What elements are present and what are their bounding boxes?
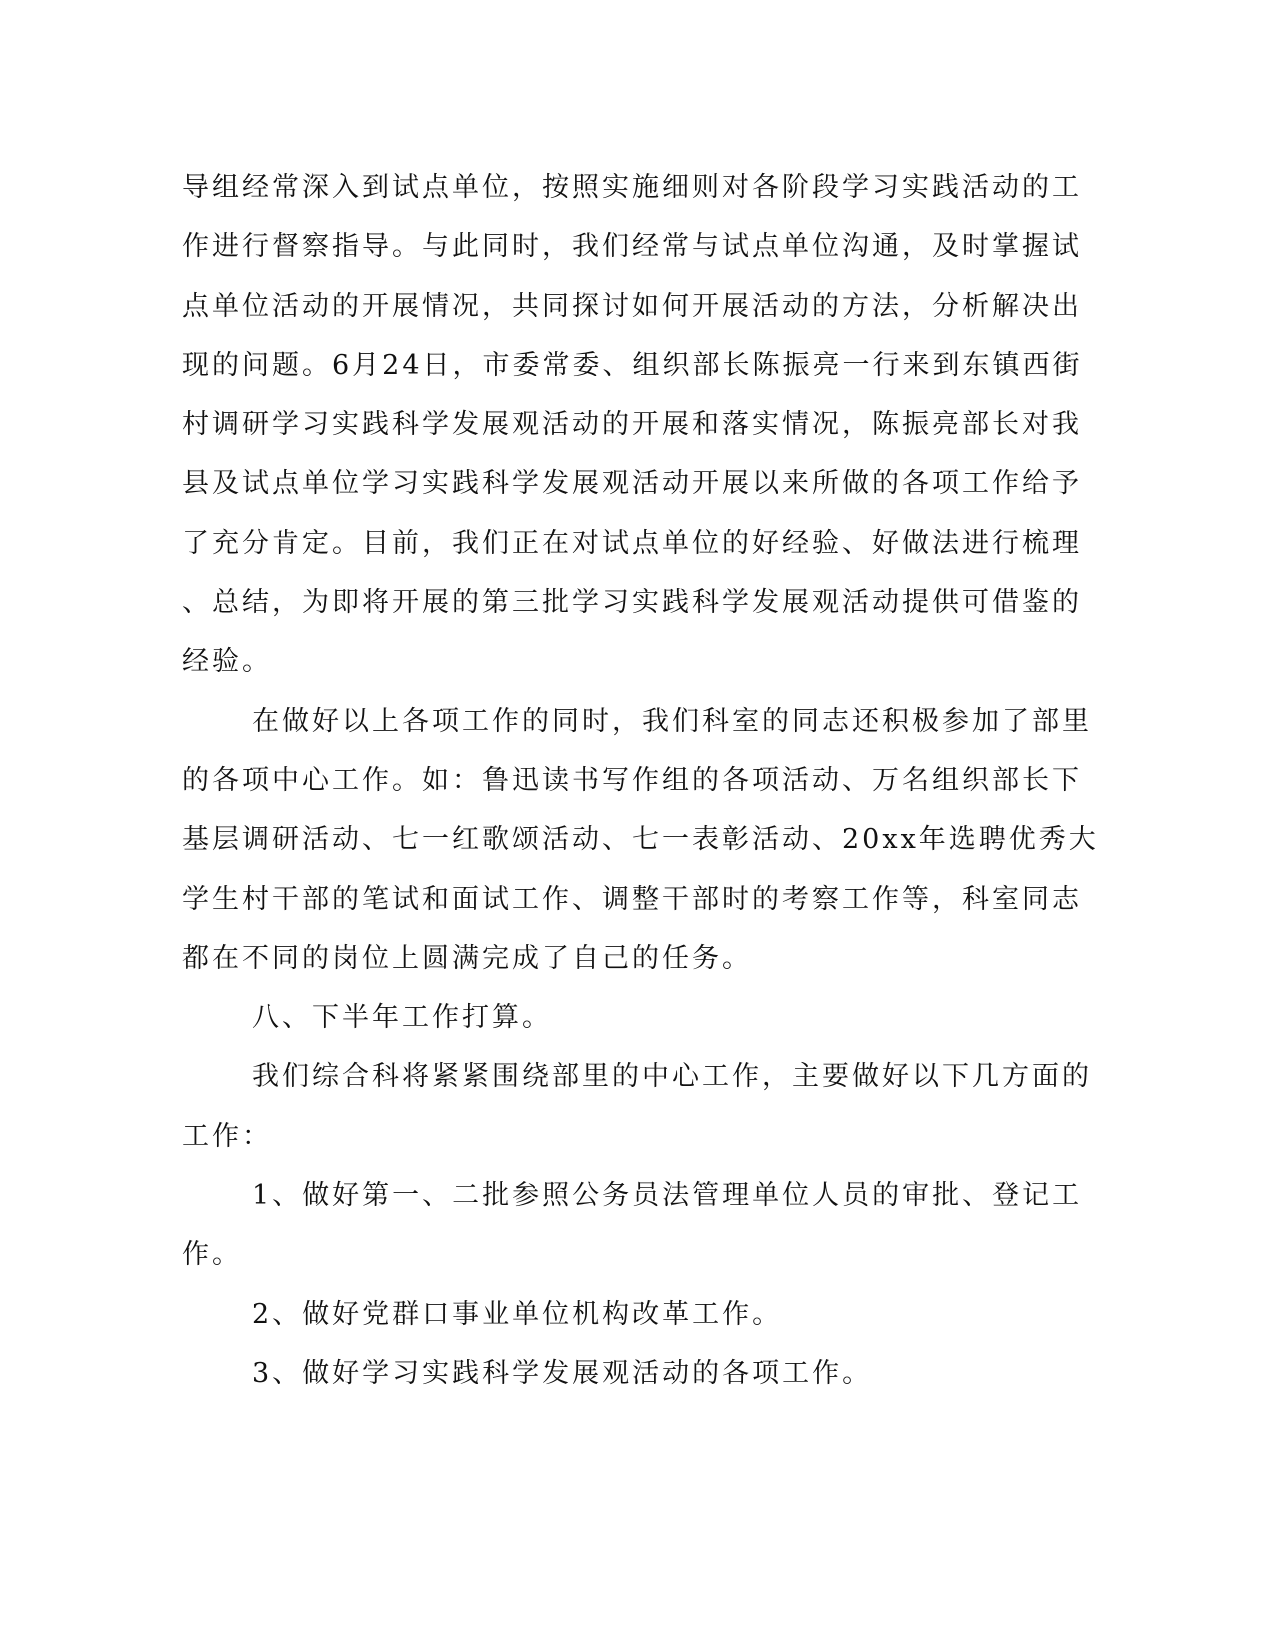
text-line: 作进行督察指导。与此同时，我们经常与试点单位沟通，及时掌握试 [182,231,1082,263]
text-line: 点单位活动的开展情况，共同探讨如何开展活动的方法，分析解决出 [182,290,1082,322]
text-line: 经验。 [182,646,272,678]
text-line: 县及试点单位学习实践科学发展观活动开展以来所做的各项工作给予 [182,468,1082,500]
document-body [182,158,1099,1403]
list-item: 3、做好学习实践科学发展观活动的各项工作。 [252,1357,873,1389]
text-line: 都在不同的岗位上圆满完成了自己的任务。 [182,942,752,974]
text-line: 学生村干部的笔试和面试工作、调整干部时的考察工作等，科室同志 [182,883,1082,915]
text-line: 导组经常深入到试点单位，按照实施细则对各阶段学习实践活动的工 [182,172,1082,203]
section-heading: 八、下半年工作打算。 [252,1002,552,1034]
text-line: 现的问题。6月24日，市委常委、组织部长陈振亮一行来到东镇西街 [182,349,1083,381]
list-item: 1、做好第一、二批参照公务员法管理单位人员的审批、登记工 [252,1180,1083,1212]
text-line: 作。 [182,1239,242,1271]
paragraph-start-line: 在做好以上各项工作的同时，我们科室的同志还积极参加了部里 [252,705,1092,737]
text-line: 基层调研活动、七一红歌颂活动、七一表彰活动、20xx年选聘优秀大 [182,824,1099,856]
text-line: 工作： [182,1120,272,1152]
text-line: 、总结，为即将开展的第三批学习实践科学发展观活动提供可借鉴的 [182,587,1082,619]
list-item: 2、做好党群口事业单位机构改革工作。 [252,1298,783,1330]
paragraph-start-line: 我们综合科将紧紧围绕部里的中心工作，主要做好以下几方面的 [252,1061,1092,1093]
text-line: 了充分肯定。目前，我们正在对试点单位的好经验、好做法进行梳理 [182,527,1082,559]
text-line: 村调研学习实践科学发展观活动的开展和落实情况，陈振亮部长对我 [182,409,1082,441]
text-line: 的各项中心工作。如：鲁迅读书写作组的各项活动、万名组织部长下 [182,764,1082,796]
